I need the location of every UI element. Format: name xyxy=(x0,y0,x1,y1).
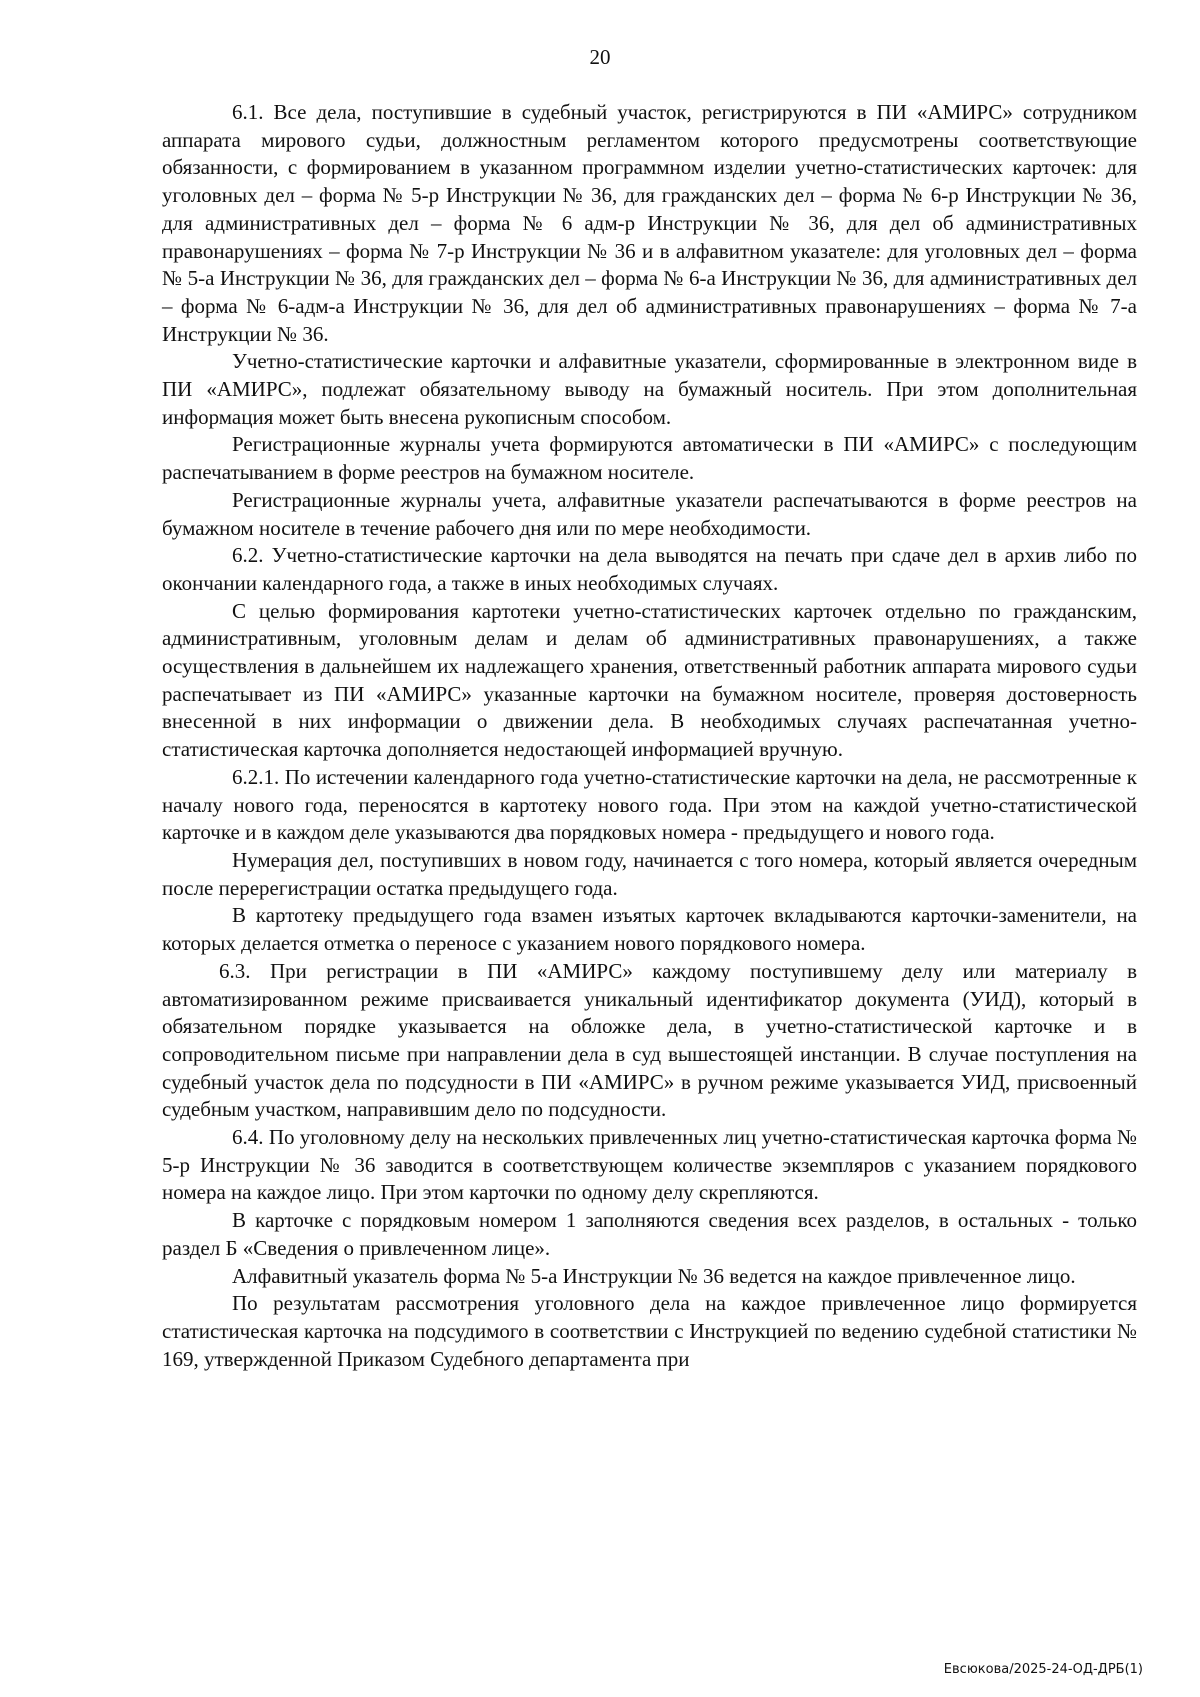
paragraph-cards-printout: Учетно-статистические карточки и алфавитные указатели, сформированные в электронном виде в ПИ «АМИРС», подлежат обязательному выводу на бумажный носитель. При этом дополнительная информация может быть внесена рукописным способом. xyxy=(162,349,1137,429)
paragraph-statistical-card: По результатам рассмотрения уголовного дела на каждое привлеченное лицо формируется статистическая карточка на подсудимого в соответствии с Инструкцией по ведению судебной статистики № 169, утвержденной Приказом Судебного департамента при xyxy=(162,1291,1137,1371)
paragraph-6-2: 6.2. Учетно-статистические карточки на дела выводятся на печать при сдаче дел в архив либо по окончании календарного года, а также в иных необходимых случаях. xyxy=(162,543,1137,595)
paragraph-6-2-1: 6.2.1. По истечении календарного года учетно-статистические карточки на дела, не рассмотренные к началу нового года, переносятся в картотеку нового года. При этом на каждой учетно-статистической карточке и в каждом деле указываются два порядковых номера - предыдущего и нового года. xyxy=(162,764,1137,845)
document-body xyxy=(162,99,1137,1373)
paragraph-journals-print: Регистрационные журналы учета, алфавитные указатели распечатываются в форме реестров на бумажном носителе в течение рабочего дня или по мере необходимости. xyxy=(162,487,1137,540)
paragraph-replacement-cards: В картотеку предыдущего года взамен изъятых карточек вкладываются карточки-заменители, на которых делается отметка о переносе с указанием нового порядкового номера. xyxy=(162,903,1137,956)
paragraph-6-1: 6.1. Все дела, поступившие в судебный участок, регистрируются в ПИ «АМИРС» сотрудником аппарата мирового судьи, должностным регламентом которого предусмотрены соответствующие обязанности, с формированием в указанном программном изделии учетно-статистических карточек: для уголовных дел – форма № 5-р Инструкции № 36, для гражданских дел – форма № 6-р Инструкции № 36, для административных дел – форма № 6 адм-р Инструкции № 36, для дел об административных правонарушениях – форма № 7-р Инструкции № 36 и в алфавитном указателе: для уголовных дел – форма № 5-а Инструкции № 36, для гражданских дел – форма № 6-а Инструкции № 36, для административных дел – форма № 6-адм-а Инструкции № 36, для дел об административных правонарушениях – форма № 7-а Инструкции № 36. xyxy=(162,100,1137,346)
page-number: 20 xyxy=(589,45,611,69)
paragraph-card-file: С целью формирования картотеки учетно-статистических карточек отдельно по гражданским, административным, уголовным делам и делам об административных правонарушениях, а также осуществления в дальнейшем их надлежащего хранения, ответственный работник аппарата мирового судьи распечатывает из ПИ «АМИРС» указанные карточки на бумажном носителе, проверяя достоверность внесенной в них информации о движении дела. В необходимых случаях распечатанная учетно-статистическая карточка дополняется недостающей информацией вручную. xyxy=(162,598,1137,762)
paragraph-alphabetic-index: Алфавитный указатель форма № 5-а Инструкции № 36 ведется на каждое привлеченное лицо. xyxy=(232,1263,1076,1288)
paragraph-6-4: 6.4. По уголовному делу на нескольких привлеченных лиц учетно-статистическая карточка форма № 5-р Инструкции № 36 заводится в соответствующем количестве экземпляров с указанием порядкового номера на каждое лицо. При этом карточки по одному делу скрепляются. xyxy=(162,1125,1137,1205)
paragraph-card-number-1: В карточке с порядковым номером 1 заполняются сведения всех разделов, в остальных - только раздел Б «Сведения о привлеченном лице». xyxy=(162,1208,1137,1260)
paragraph-6-3: 6.3. При регистрации в ПИ «АМИРС» каждому поступившему делу или материалу в автоматизированном режиме присваивается уникальный идентификатор документа (УИД), который в обязательном порядке указывается на обложке дела, в учетно-статистической карточке и в сопроводительном письме при направлении дела в суд вышестоящей инстанции. В случае поступления на судебный участок дела по подсудности в ПИ «АМИРС» в ручном режиме указывается УИД, присвоенный судебным участком, направившим дело по подсудности. xyxy=(162,958,1137,1122)
paragraph-numbering: Нумерация дел, поступивших в новом году, начинается с того номера, который является очередным после перерегистрации остатка предыдущего года. xyxy=(162,847,1137,900)
document-code: Евсюкова/2025-24-ОД-ДРБ(1) xyxy=(943,1662,1143,1677)
paragraph-journals-auto: Регистрационные журналы учета формируются автоматически в ПИ «АМИРС» с последующим распечатыванием в форме реестров на бумажном носителе. xyxy=(162,432,1137,485)
